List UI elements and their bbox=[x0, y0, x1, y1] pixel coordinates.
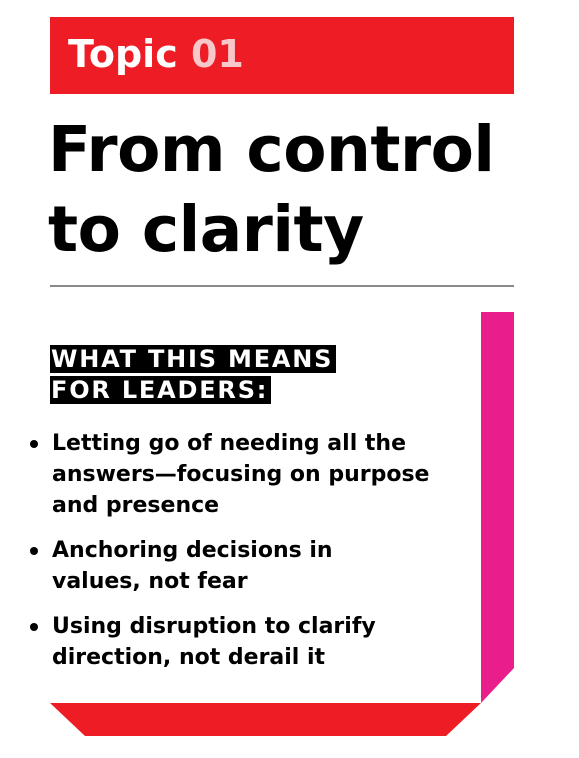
topic-number: 01 bbox=[190, 32, 244, 76]
bullet-item bbox=[26, 611, 456, 673]
bullet-item bbox=[26, 535, 456, 597]
section-heading bbox=[50, 344, 410, 406]
bullet-dot-icon bbox=[30, 547, 38, 555]
magenta-side-bar bbox=[481, 312, 514, 703]
bullet-list bbox=[26, 428, 456, 687]
bullet-line: Anchoring decisions in bbox=[52, 538, 333, 563]
bullet-dot-icon bbox=[30, 440, 38, 448]
red-bottom-bar bbox=[50, 703, 481, 736]
topic-word: Topic bbox=[68, 32, 178, 76]
title-line-1: From control bbox=[48, 113, 495, 186]
bullet-item bbox=[26, 428, 456, 521]
bullet-line: Letting go of needing all the bbox=[52, 431, 406, 456]
heading-line-1: WHAT THIS MEANS bbox=[50, 345, 336, 373]
bullet-line: and presence bbox=[52, 493, 220, 518]
bullet-line: answers—focusing on purpose bbox=[52, 462, 430, 487]
bullet-line: direction, not derail it bbox=[52, 645, 326, 670]
bullet-line: values, not fear bbox=[52, 569, 248, 594]
title-line-2: to clarity bbox=[48, 193, 364, 266]
heading-line-2: FOR LEADERS: bbox=[50, 376, 271, 404]
bullet-dot-icon bbox=[30, 623, 38, 631]
bullet-line: Using disruption to clarify bbox=[52, 614, 376, 639]
